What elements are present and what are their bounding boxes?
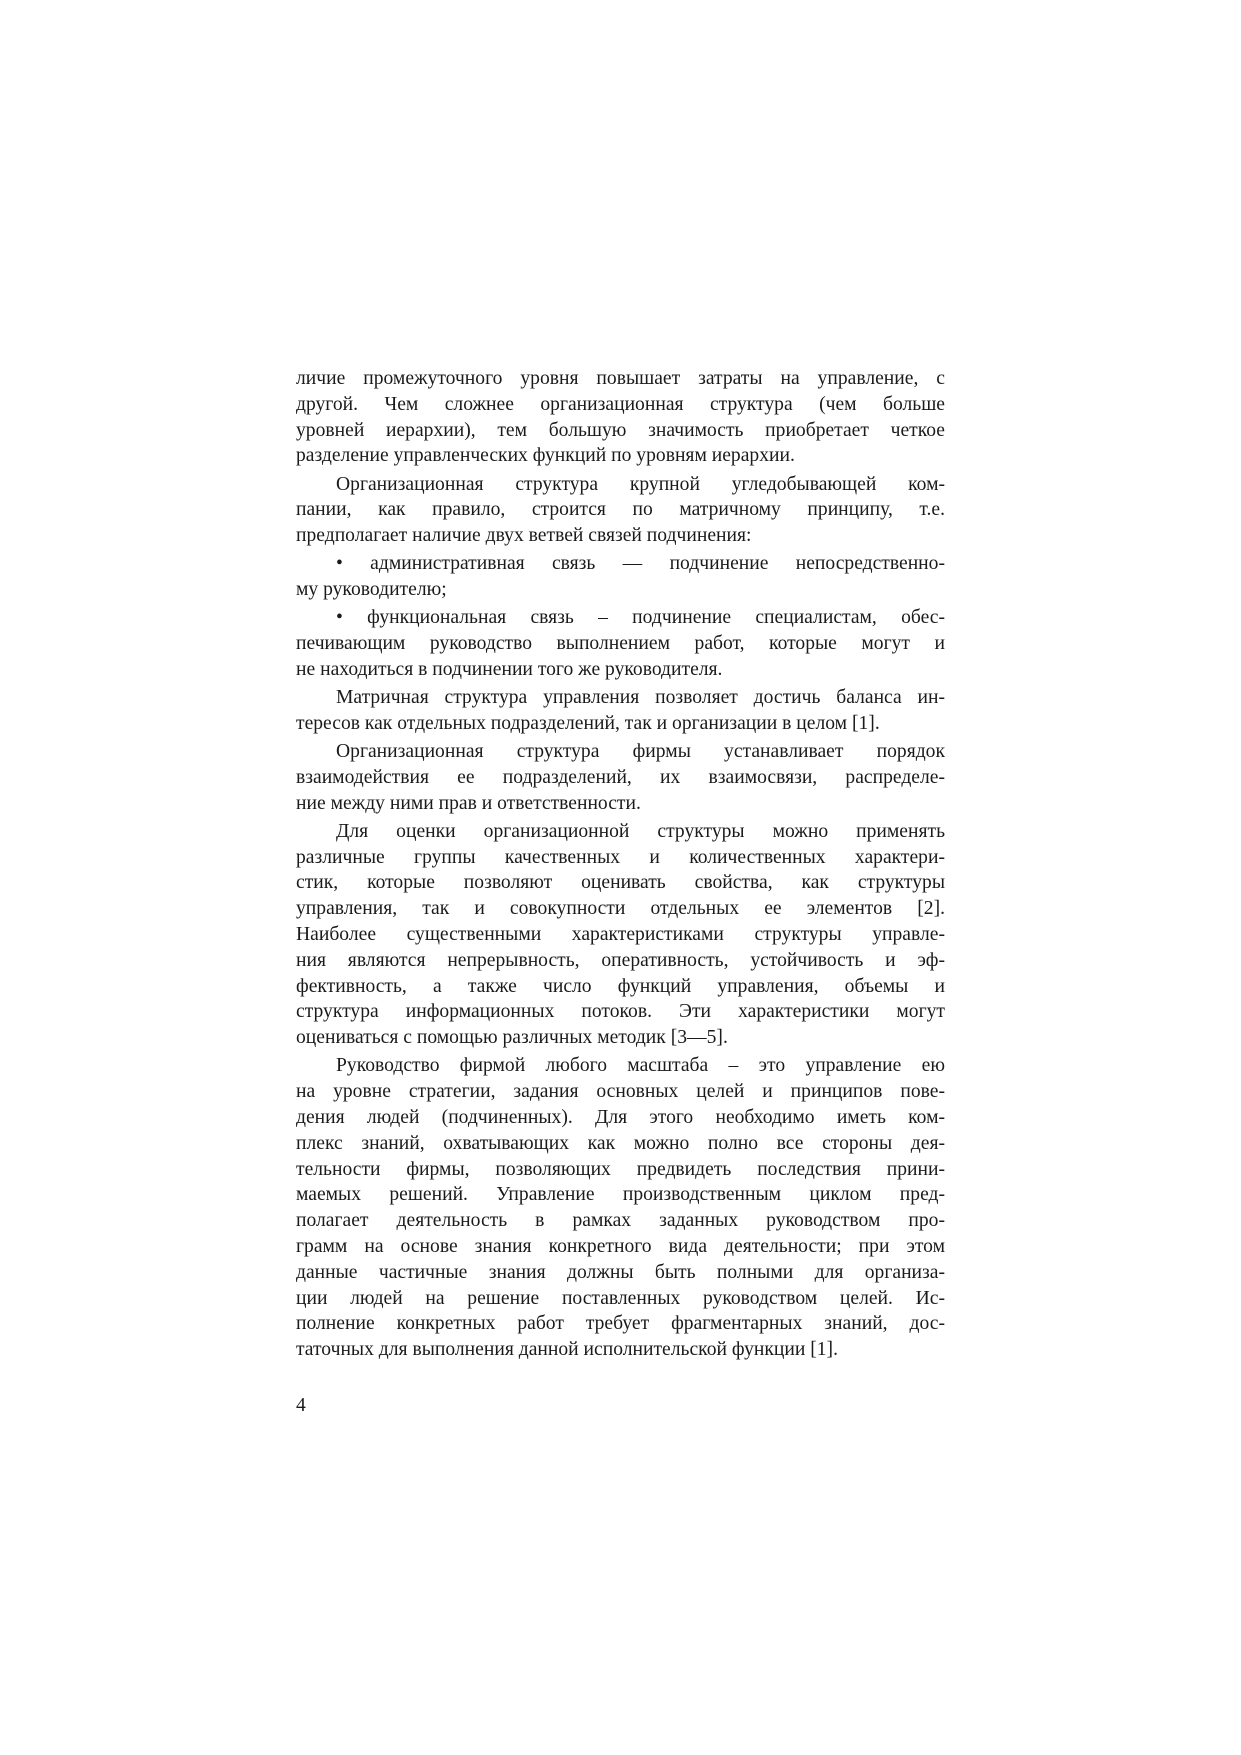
text-line: полнение конкретных работ требует фрагментарных знаний, дос- (296, 1313, 945, 1335)
text-line: на уровне стратегии, задания основных целей и принципов пове- (296, 1081, 945, 1103)
text-line: другой. Чем сложнее организационная структура (чем больше (296, 393, 945, 415)
paragraph-p5 (296, 685, 945, 737)
text-line: Наиболее существенными характеристиками структуры управле- (296, 924, 945, 946)
text-line: предполагает наличие двух ветвей связей подчинения: (296, 525, 752, 547)
text-line: данные частичные знания должны быть полными для организа- (296, 1261, 945, 1283)
text-line: не находиться в подчинении того же руководителя. (296, 658, 723, 680)
text-line: • административная связь — подчинение непосредственно- (336, 553, 945, 575)
text-line: управления, так и совокупности отдельных ее элементов [2]. (296, 898, 945, 920)
page-number: 4 (296, 1395, 306, 1416)
text-line: му руководителю; (296, 579, 447, 601)
paragraph-p3 (296, 551, 945, 603)
paragraph-p8 (296, 1053, 945, 1363)
text-line: Матричная структура управления позволяет достичь баланса ин- (336, 687, 945, 709)
paragraph-p1 (296, 366, 945, 469)
paragraph-p2 (296, 472, 945, 549)
paragraph-p7 (296, 819, 945, 1051)
text-line: • функциональная связь – подчинение специалистам, обес- (336, 607, 945, 629)
text-line: ции людей на решение поставленных руководством целей. Ис- (296, 1287, 945, 1309)
text-line: взаимодействия ее подразделений, их взаимосвязи, распределе- (296, 766, 945, 788)
text-line: полагает деятельность в рамках заданных руководством про- (296, 1210, 945, 1232)
text-line: Руководство фирмой любого масштаба – это управление ею (336, 1055, 945, 1077)
text-line: тельности фирмы, позволяющих предвидеть последствия прини- (296, 1158, 945, 1180)
text-line: печивающим руководство выполнением работ, которые могут и (296, 633, 945, 655)
text-line: стик, которые позволяют оценивать свойства, как структуры (296, 872, 945, 894)
text-line: различные группы качественных и количественных характери- (296, 846, 945, 868)
text-line: грамм на основе знания конкретного вида деятельности; при этом (296, 1236, 945, 1258)
text-line: Организационная структура фирмы устанавливает порядок (336, 741, 945, 763)
text-line: пании, как правило, строится по матричному принципу, т.е. (296, 499, 945, 521)
text-line: маемых решений. Управление производственным циклом пред- (296, 1184, 945, 1206)
paragraph-p6 (296, 739, 945, 816)
text-line: ния являются непрерывность, оперативность, устойчивость и эф- (296, 949, 945, 971)
text-line: личие промежуточного уровня повышает затраты на управление, с (296, 368, 945, 389)
text-line: Организационная структура крупной угледобывающей ком- (336, 473, 945, 495)
text-line: уровней иерархии), тем большую значимость приобретает четкое (296, 419, 945, 441)
text-line: структура информационных потоков. Эти характеристики могут (296, 1001, 945, 1023)
text-line: дения людей (подчиненных). Для этого необходимо иметь ком- (296, 1107, 945, 1129)
text-line: ние между ними прав и ответственности. (296, 792, 641, 814)
body-text (296, 366, 945, 1363)
text-line: фективность, а также число функций управления, объемы и (296, 975, 945, 997)
text-line: таточных для выполнения данной исполнительской функции [1]. (296, 1339, 838, 1361)
text-line: Для оценки организационной структуры можно применять (336, 820, 945, 842)
text-line: разделение управленческих функций по уровням иерархии. (296, 445, 795, 467)
text-line: плекс знаний, охватывающих как можно полно все стороны дея- (296, 1132, 945, 1154)
text-line: оцениваться с помощью различных методик [3—5]. (296, 1027, 728, 1049)
paragraph-p4 (296, 605, 945, 682)
text-line: тересов как отдельных подразделений, так и организации в целом [1]. (296, 712, 880, 734)
